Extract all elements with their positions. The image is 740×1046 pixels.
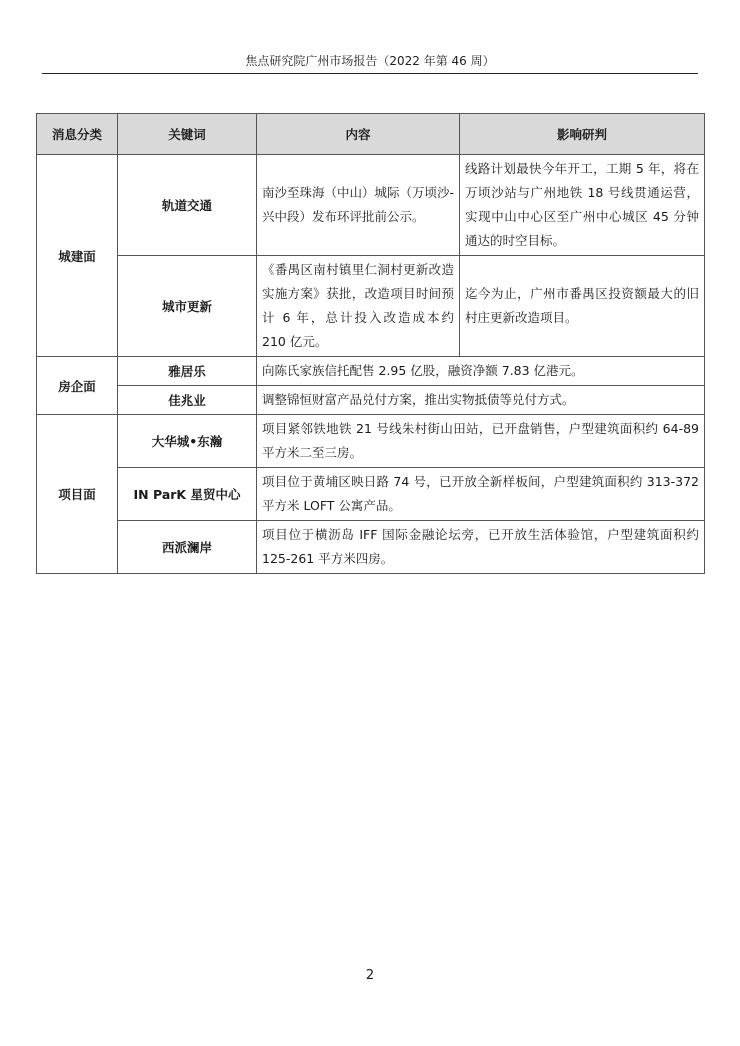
content-cell: 项目位于横沥岛 IFF 国际金融论坛旁，已开放生活体验馆，户型建筑面积约 125-261 平方米四房。 xyxy=(257,521,705,574)
content-cell: 南沙至珠海（中山）城际（万顷沙-兴中段）发布环评批前公示。 xyxy=(257,155,460,256)
content-cell: 调整锦恒财富产品兑付方案，推出实物抵债等兑付方式。 xyxy=(257,386,705,415)
page-number: 2 xyxy=(365,968,375,983)
column-header-impact: 影响研判 xyxy=(460,114,705,155)
page-header: 焦点研究院广州市场报告（2022 年第 46 周） xyxy=(245,54,495,68)
table-row xyxy=(37,386,705,415)
keyword-cell: 大华城•东瀚 xyxy=(118,415,257,468)
keyword-cell: 雅居乐 xyxy=(118,357,257,386)
news-table xyxy=(36,113,705,574)
keyword-cell: IN ParK 星贸中心 xyxy=(118,468,257,521)
table-row xyxy=(37,357,705,386)
content-cell: 《番禺区南村镇里仁洞村更新改造实施方案》获批，改造项目时间预计 6 年，总计投入改造成本约 210 亿元。 xyxy=(257,256,460,357)
keyword-cell: 西派澜岸 xyxy=(118,521,257,574)
column-header-content: 内容 xyxy=(257,114,460,155)
column-header-keyword: 关键词 xyxy=(118,114,257,155)
table-row xyxy=(37,256,705,357)
category-cell: 城建面 xyxy=(37,155,118,357)
table-header-row xyxy=(37,114,705,155)
keyword-cell: 城市更新 xyxy=(118,256,257,357)
column-header-category: 消息分类 xyxy=(37,114,118,155)
content-cell: 项目位于黄埔区映日路 74 号，已开放全新样板间，户型建筑面积约 313-372 平方米 LOFT 公寓产品。 xyxy=(257,468,705,521)
table-row xyxy=(37,468,705,521)
keyword-cell: 轨道交通 xyxy=(118,155,257,256)
content-cell: 向陈氏家族信托配售 2.95 亿股，融资净额 7.83 亿港元。 xyxy=(257,357,705,386)
impact-cell: 迄今为止，广州市番禺区投资额最大的旧村庄更新改造项目。 xyxy=(460,256,705,357)
impact-cell: 线路计划最快今年开工，工期 5 年，将在万顷沙站与广州地铁 18 号线贯通运营，实现中山中心区至广州中心城区 45 分钟通达的时空目标。 xyxy=(460,155,705,256)
category-cell: 项目面 xyxy=(37,415,118,574)
table-row xyxy=(37,521,705,574)
table-row xyxy=(37,155,705,256)
header-divider xyxy=(42,73,698,74)
keyword-cell: 佳兆业 xyxy=(118,386,257,415)
table-row xyxy=(37,415,705,468)
category-cell: 房企面 xyxy=(37,357,118,415)
content-cell: 项目紧邻铁地铁 21 号线朱村街山田站，已开盘销售，户型建筑面积约 64-89 平方米二至三房。 xyxy=(257,415,705,468)
